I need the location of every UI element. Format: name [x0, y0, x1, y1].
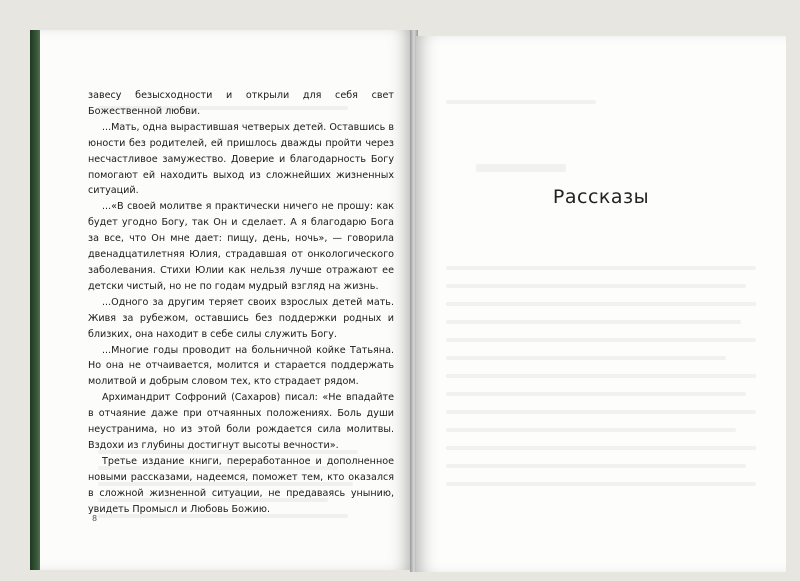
right-page [416, 36, 786, 572]
bleed-through-line [446, 428, 736, 432]
bleed-through-line [446, 302, 756, 306]
bleed-through-line [446, 374, 756, 378]
paragraph: Третье издание книги, переработанное и дополненное новыми рассказами, надеемся, поможет тем, кто оказался в сложной жизненной ситуации, не предаваясь унынию, увидеть Промысл и Любовь Божию. [88, 455, 394, 515]
body-text [88, 88, 394, 517]
bleed-through-line [446, 464, 746, 468]
bleed-through-line [446, 100, 596, 104]
bleed-through-line [446, 266, 756, 270]
bleed-through-line [476, 164, 566, 172]
paragraph: ...Многие годы проводит на больничной койке Татьяна. Но она не отчаивается, молится и старается поддержать молитвой и добрым словом тех, кто страдает рядом. [88, 344, 394, 388]
paragraph: завесу безысходности и открыли для себя свет Божественной любви. [88, 90, 394, 117]
bleed-through-line [446, 446, 756, 450]
section-title: Рассказы [552, 186, 650, 208]
page-number: 8 [92, 514, 98, 523]
bleed-through-line [446, 410, 756, 414]
bleed-through-line [446, 482, 756, 486]
bleed-through-line [446, 338, 756, 342]
paragraph: ...Одного за другим теряет своих взрослых детей мать. Живя за рубежом, оставшись без поддержки родных и близких, она находит в себе силы служить Богу. [88, 296, 394, 340]
paragraph: ...«В своей молитве я практически ничего не прошу: как будет угодно Богу, так Он и сделает. А я благодарю Бога за все, что Он мне дает: пищу, день, ночь», — говорила двенадцатилетняя Юлия, страдавшая от онкологического заболевания. Стихи Юлии как нельзя лучше отражают ее детски чистый, но не по годам мудрый взгляд на жизнь. [88, 201, 394, 292]
bleed-through-line [446, 356, 726, 360]
paragraph: Архимандрит Софроний (Сахаров) писал: «Не впадайте в отчаяние даже при отчаянных положениях. Боль души неустранима, но из этой боли рождается сила молитвы. Вздохи из глубины достигнут высоты вечности». [88, 392, 394, 451]
bleed-through-line [446, 284, 746, 288]
bleed-through-line [446, 392, 746, 396]
paragraph: ...Мать, одна вырастившая четверых детей. Оставшись в юности без родителей, ей пришлось дважды пройти через несчастливое замужество. Доверие и благодарность Богу помогают ей находить выход из сложнейших жизненных ситуаций. [88, 121, 394, 197]
bleed-through-line [446, 320, 741, 324]
